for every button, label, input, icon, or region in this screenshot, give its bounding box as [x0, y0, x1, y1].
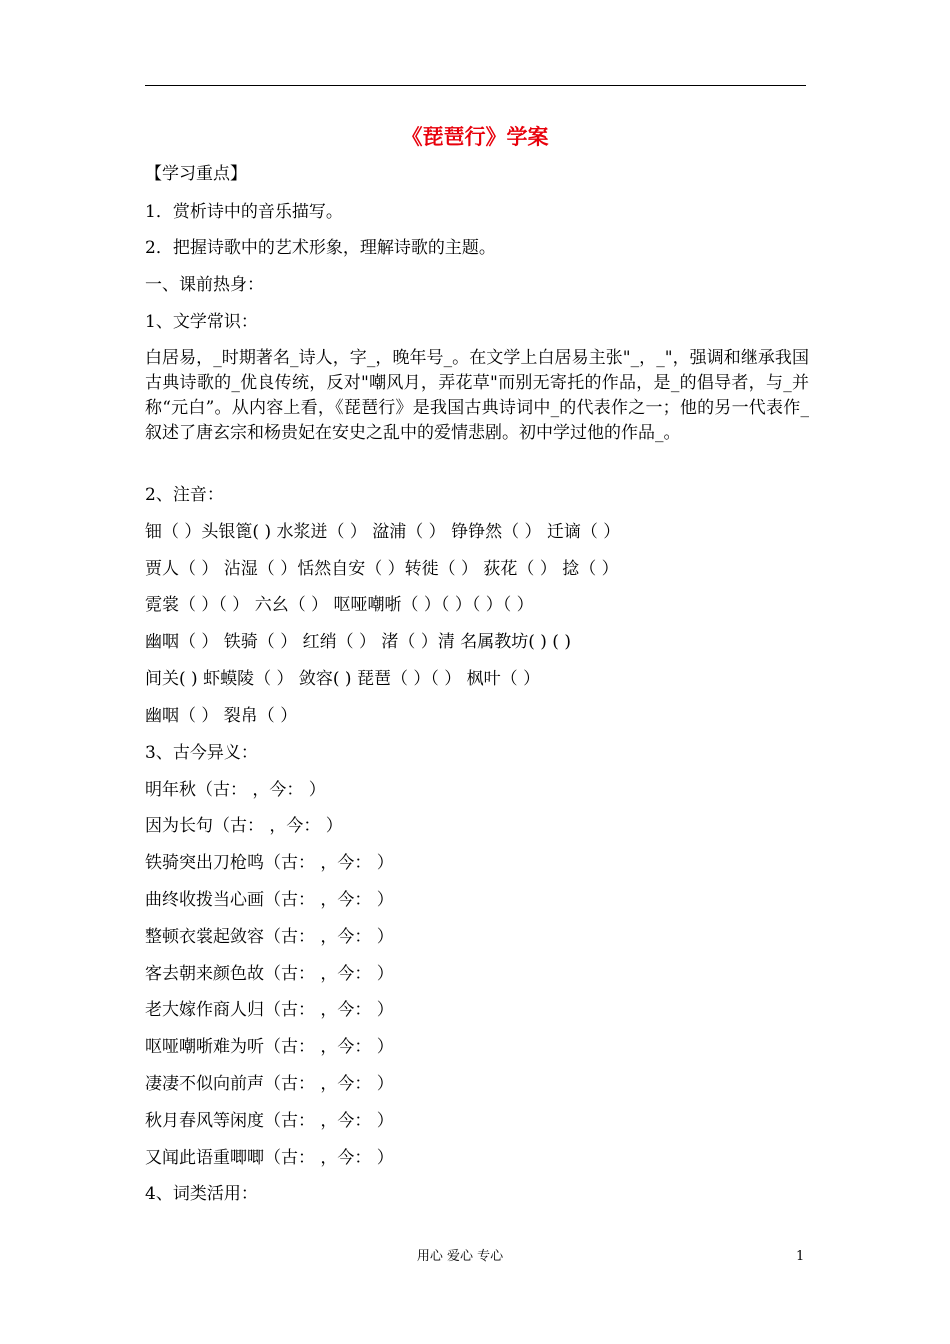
ancient-modern-heading: 3、古今异义：: [145, 743, 258, 763]
ancient-modern-line-11: 又闻此语重唧唧（古： ，今： ）: [145, 1148, 394, 1168]
pronunciation-line-5: 间关( ) 虾蟆陵（ ） 敛容( ) 琵琶（ ）（ ） 枫叶（ ）: [145, 669, 541, 689]
pronunciation-heading: 2、注音：: [145, 485, 224, 505]
ancient-modern-line-6: 客去朝来颜色故（古： ，今： ）: [145, 964, 394, 984]
ancient-modern-line-7: 老大嫁作商人归（古： ，今： ）: [145, 1000, 394, 1020]
pronunciation-line-4: 幽咽（ ） 铁骑（ ） 红绡（ ） 渚（ ）清 名属教坊( ) ( ): [145, 632, 571, 652]
section-key-points: 【学习重点】: [145, 164, 247, 184]
literature-heading: 1、文学常识：: [145, 312, 258, 332]
pronunciation-line-1: 钿（ ）头银篦( ) 水浆迸（ ） 湓浦（ ） 铮铮然（ ） 迁谪（ ）: [145, 522, 621, 542]
literature-paragraph: 白居易，_时期著名_诗人，字_，晚年号_。在文学上白居易主张"_，_"，强调和继承我国古典诗歌的_优良传统，反对"嘲风月，弄花草"而别无寄托的作品，是_的倡导者，与_并称“元白”。从内容上看，《琵琶行》是我国古典诗词中_的代表作之一；他的另一代表作_叙述了唐玄宗和杨贵妃在安史之乱中的爱情悲剧。初中学过他的作品_。: [145, 348, 809, 443]
key-point-1: 1．赏析诗中的音乐描写。: [145, 202, 343, 222]
part1-heading: 一、课前热身：: [145, 275, 264, 295]
ancient-modern-line-1: 明年秋（古： ，今： ）: [145, 780, 326, 800]
pronunciation-line-2: 贾人（ ） 沾湿（ ）恬然自安（ ）转徙（ ） 荻花（ ） 捻（ ）: [145, 559, 619, 579]
page-number: 1: [796, 1249, 805, 1264]
ancient-modern-line-4: 曲终收拨当心画（古： ，今： ）: [145, 890, 394, 910]
ancient-modern-line-9: 凄凄不似向前声（古： ，今： ）: [145, 1074, 394, 1094]
ancient-modern-line-3: 铁骑突出刀枪鸣（古： ，今： ）: [145, 853, 394, 873]
page-title: 《琵琶行》学案: [401, 125, 549, 149]
ancient-modern-line-10: 秋月春风等闲度（古： ，今： ）: [145, 1111, 394, 1131]
pronunciation-line-6: 幽咽（ ） 裂帛（ ）: [145, 706, 298, 726]
ancient-modern-line-8: 呕哑嘲哳难为听（古： ，今： ）: [145, 1037, 394, 1057]
header-rule: [145, 85, 806, 86]
key-point-2: 2．把握诗歌中的艺术形象，理解诗歌的主题。: [145, 238, 496, 258]
word-class-heading: 4、词类活用：: [145, 1184, 258, 1204]
pronunciation-line-3: 霓裳（ ）（ ） 六幺（ ） 呕哑嘲哳（ ）（ ）（ ）（ ）: [145, 595, 534, 615]
page-footer: 用心 爱心 专心: [416, 1249, 504, 1264]
ancient-modern-line-2: 因为长句（古： ，今： ）: [145, 816, 343, 836]
ancient-modern-line-5: 整顿衣裳起敛容（古： ，今： ）: [145, 927, 394, 947]
